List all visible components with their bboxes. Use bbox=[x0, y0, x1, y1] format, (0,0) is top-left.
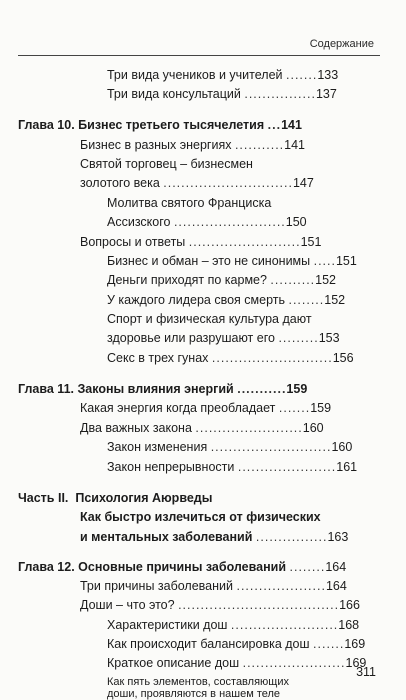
toc-entry: Какая энергия когда преобладает .......159 bbox=[80, 401, 332, 415]
toc-entry: Три вида учеников и учителей .......133 bbox=[107, 68, 339, 82]
toc-entry: Вопросы и ответы .........................151 bbox=[80, 235, 322, 249]
chapter-heading: Глава 10. Бизнес третьего тысячелетия ...141 bbox=[18, 118, 302, 132]
toc-entry: Как происходит балансировка дош .......169 bbox=[107, 637, 366, 651]
toc-entry: Деньги приходят по карме? ..........152 bbox=[107, 273, 337, 287]
toc-entry: Молитва святого Франциска bbox=[107, 196, 272, 210]
part-subtitle: Как быстро излечиться от физических bbox=[80, 510, 321, 524]
toc-entry: Краткое описание дош .......................169 bbox=[107, 656, 367, 670]
chapter-heading: Глава 12. Основные причины заболеваний ........164 bbox=[18, 560, 347, 574]
toc-entry: Спорт и физическая культура дают bbox=[107, 312, 312, 326]
running-header: Содержание bbox=[309, 38, 374, 50]
toc-entry: Ассизского .........................150 bbox=[107, 215, 307, 229]
toc-entry: Бизнес и обман – это не синонимы .....151 bbox=[107, 254, 357, 268]
toc-entry: Закон непрерывности ......................161 bbox=[107, 460, 358, 474]
toc-entry: доши, проявляются в нашем теле bbox=[107, 688, 281, 700]
toc-entry: Бизнес в разных энергиях ...........141 bbox=[80, 138, 306, 152]
part-heading: Часть II. Психология Аюрведы bbox=[18, 491, 213, 505]
page-number: 311 bbox=[356, 665, 376, 679]
toc-entry: Как пять элементов, составляющих bbox=[107, 676, 289, 688]
toc-entry: Закон изменения ...........................160 bbox=[107, 440, 353, 454]
toc-entry: У каждого лидера своя смерть ........152 bbox=[107, 293, 346, 307]
part-subtitle: и ментальных заболеваний ................163 bbox=[80, 530, 349, 544]
toc-entry: Два важных закона ........................160 bbox=[80, 421, 324, 435]
toc-entry: здоровье или разрушают его .........153 bbox=[107, 331, 340, 345]
chapter-heading: Глава 11. Законы влияния энергий ...........159 bbox=[18, 382, 308, 396]
toc-entry: золотого века .............................147 bbox=[80, 176, 314, 190]
toc-entry: Три вида консультаций ................137 bbox=[107, 87, 337, 101]
toc-entry: Три причины заболеваний ....................164 bbox=[80, 579, 347, 593]
toc-entry: Секс в трех гунах ...........................156 bbox=[107, 351, 354, 365]
toc-entry: Доши – что это? ....................................166 bbox=[80, 598, 360, 612]
toc-entry: Святой торговец – бизнесмен bbox=[80, 157, 253, 171]
header-rule bbox=[18, 55, 380, 56]
toc-entry: Характеристики дош ........................168 bbox=[107, 618, 360, 632]
